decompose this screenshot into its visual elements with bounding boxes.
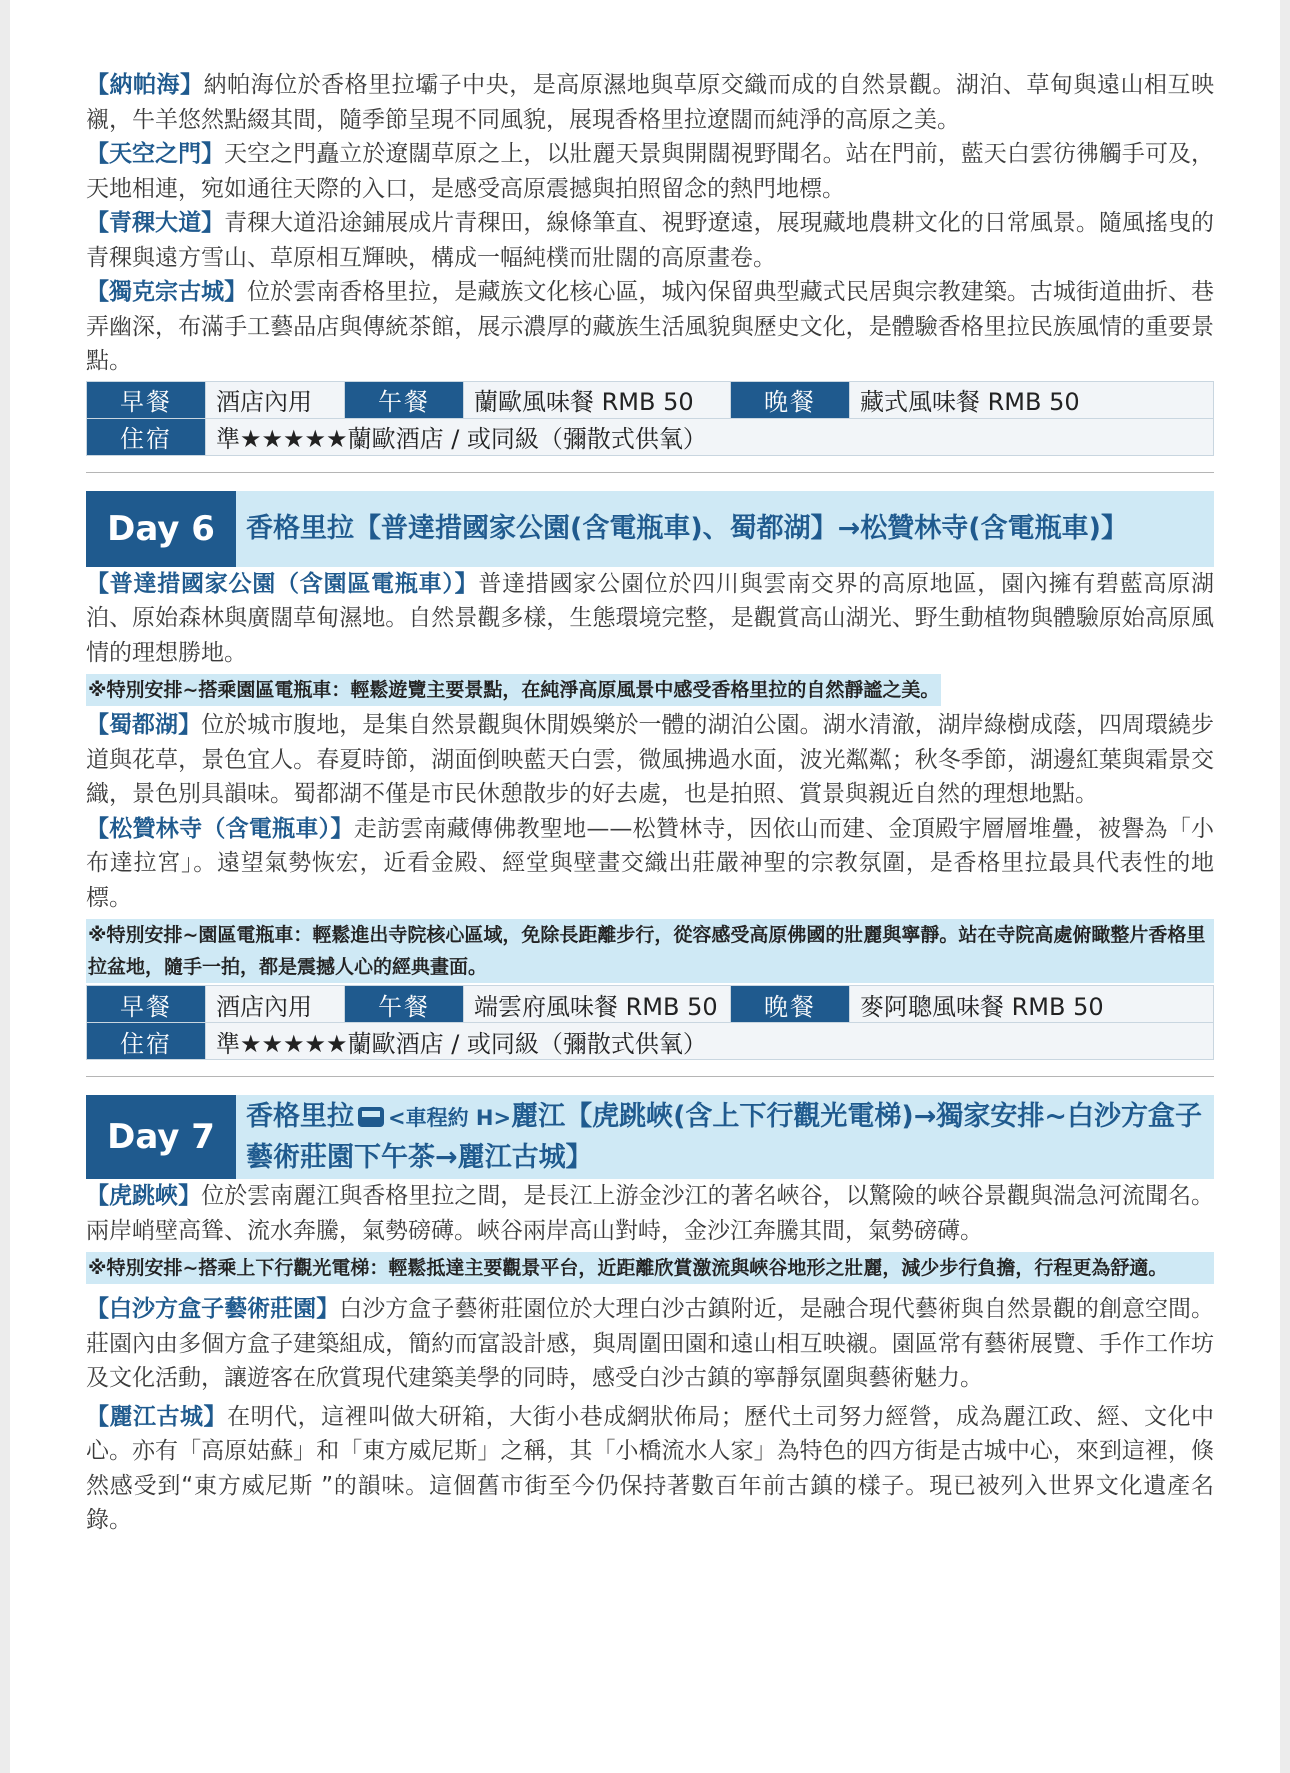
special-note: ※特別安排~搭乘園區電瓶車：輕鬆遊覽主要景點，在純淨高原風景中感受香格里拉的自然靜謐之美。 xyxy=(86,674,941,706)
day6-title: 香格里拉【普達措國家公園(含電瓶車)、蜀都湖】→松贊林寺(含電瓶車)】 xyxy=(236,491,1214,567)
attraction-shudu-lake xyxy=(86,708,1214,812)
stay-value: 準★★★★★蘭歐酒店 / 或同級（彌散式供氧） xyxy=(206,1023,1214,1060)
attraction-sky-gate xyxy=(86,137,1214,206)
meal-table-day6 xyxy=(86,985,1214,1060)
breakfast-value: 酒店內用 xyxy=(206,381,345,418)
attraction-title: 【普達措國家公園（含園區電瓶車）】 xyxy=(86,570,479,597)
attraction-title: 【獨克宗古城】 xyxy=(86,279,248,305)
attraction-desc: 納帕海位於香格里拉壩子中央，是高原濕地與草原交織而成的自然景觀。湖泊、草甸與遠山相互映襯，牛羊悠然點綴其間，隨季節呈現不同風貌，展現香格里拉遼闊而純淨的高原之美。 xyxy=(86,72,1215,133)
attraction-desc: 青稞大道沿途鋪展成片青稞田，線條筆直、視野遼遠，展現藏地農耕文化的日常風景。隨風搖曳的青稞與遠方雪山、草原相互輝映，構成一幅純樸而壯闊的高原畫卷。 xyxy=(86,210,1214,271)
attraction-title: 【白沙方盒子藝術莊園】 xyxy=(86,1296,340,1322)
meal-table-day5 xyxy=(86,381,1214,456)
stay-label: 住宿 xyxy=(87,418,206,455)
attraction-title: 【青稞大道】 xyxy=(86,210,225,236)
attraction-desc: 位於雲南香格里拉，是藏族文化核心區，城內保留典型藏式民居與宗教建築。古城街道曲折、巷弄幽深，布滿手工藝品店與傳統茶館，展示濃厚的藏族生活風貌與歷史文化，是體驗香格里拉民族風情的重要景點。 xyxy=(86,279,1215,374)
day7-origin: 香格里拉 xyxy=(246,1100,354,1132)
divider xyxy=(86,1076,1214,1077)
breakfast-value: 酒店內用 xyxy=(206,986,345,1023)
breakfast-label: 早餐 xyxy=(87,381,206,418)
attraction-desc: 普達措國家公園位於四川與雲南交界的高原地區，園內擁有碧藍高原湖泊、原始森林與廣闊草甸濕地。自然景觀多樣，生態環境完整，是觀賞高山湖光、野生動植物與體驗原始高原風情的理想勝地。 xyxy=(86,570,1215,666)
attraction-title: 【天空之門】 xyxy=(86,141,225,167)
divider xyxy=(86,472,1214,473)
attraction-tiger-leaping xyxy=(86,1179,1214,1248)
attraction-title: 【麗江古城】 xyxy=(86,1403,228,1430)
drive-time: <車程約 H> xyxy=(388,1105,512,1130)
lunch-label: 午餐 xyxy=(345,986,464,1023)
attraction-napahai xyxy=(86,68,1214,137)
breakfast-label: 早餐 xyxy=(87,986,206,1023)
attraction-title: 【納帕海】 xyxy=(86,72,204,98)
attraction-desc: 位於雲南麗江與香格里拉之間，是長江上游金沙江的著名峽谷，以驚險的峽谷景觀與湍急河流聞名。兩岸峭壁高聳、流水奔騰，氣勢磅礡。峽谷兩岸高山對峙，金沙江奔騰其間，氣勢磅礡。 xyxy=(86,1183,1215,1244)
attraction-title: 【虎跳峽】 xyxy=(86,1183,202,1209)
dinner-value: 麥阿聰風味餐 RMB 50 xyxy=(850,986,1214,1023)
attraction-pudacuo xyxy=(86,567,1214,671)
lunch-value: 端雲府風味餐 RMB 50 xyxy=(464,986,731,1023)
special-note: ※特別安排~園區電瓶車：輕鬆進出寺院核心區域，免除長距離步行，從容感受高原佛國的壯麗與寧靜。站在寺院高處俯瞰整片香格里拉盆地，隨手一拍，都是震撼人心的經典畫面。 xyxy=(86,919,1214,983)
attraction-desc: 在明代，這裡叫做大研箱，大街小巷成網狀佈局；歷代土司努力經營，成為麗江政、經、文化中心。亦有「高原姑蘇」和「東方威尼斯」之稱，其「小橋流水人家」為特色的四方街是古城中心，來到這裡，倏然感受到“東方威尼斯 ”的韻味。這個舊市街至今仍保持著數百年前古鎮的樣子。現已被列入世界文化遺產名錄。 xyxy=(86,1403,1215,1533)
attraction-desc: 白沙方盒子藝術莊園位於大理白沙古鎮附近，是融合現代藝術與自然景觀的創意空間。莊園內由多個方盒子建築組成，簡約而富設計感，與周圍田園和遠山相互映襯。園區常有藝術展覽、手作工作坊及文化活動，讓遊客在欣賞現代建築美學的同時，感受白沙古鎮的寧靜氛圍與藝術魅力。 xyxy=(86,1296,1215,1391)
dinner-value: 藏式風味餐 RMB 50 xyxy=(850,381,1214,418)
attraction-baisha-art-estate xyxy=(86,1292,1214,1396)
dinner-label: 晚餐 xyxy=(731,381,850,418)
attraction-title: 【松贊林寺（含電瓶車）】 xyxy=(86,815,354,842)
itinerary-page xyxy=(10,0,1280,1773)
stay-value: 準★★★★★蘭歐酒店 / 或同級（彌散式供氧） xyxy=(206,418,1214,455)
lunch-label: 午餐 xyxy=(345,381,464,418)
attraction-desc: 走訪雲南藏傳佛教聖地——松贊林寺，因依山而建、金頂殿宇層層堆疊，被譽為「小布達拉宮」。遠望氣勢恢宏，近看金殿、經堂與壁畫交織出莊嚴神聖的宗教氛圍，是香格里拉最具代表性的地標。 xyxy=(86,815,1215,911)
day7-title xyxy=(236,1095,1214,1179)
attraction-desc: 天空之門矗立於遼闊草原之上，以壯麗天景與開闊視野聞名。站在門前，藍天白雲彷彿觸手可及，天地相連，宛如通往天際的入口，是感受高原震撼與拍照留念的熱門地標。 xyxy=(86,141,1214,202)
special-note: ※特別安排~搭乘上下行觀光電梯：輕鬆抵達主要觀景平台，近距離欣賞激流與峽谷地形之壯麗，減少步行負擔，行程更為舒適。 xyxy=(86,1252,1214,1284)
attraction-title: 【蜀都湖】 xyxy=(86,712,202,738)
lunch-value: 蘭歐風味餐 RMB 50 xyxy=(464,381,731,418)
day7-header xyxy=(86,1095,1214,1179)
attraction-lijiang-old-town xyxy=(86,1400,1214,1538)
dinner-label: 晚餐 xyxy=(731,986,850,1023)
day7-badge: Day 7 xyxy=(86,1095,236,1179)
attraction-barley-road xyxy=(86,206,1214,275)
day6-header xyxy=(86,491,1214,567)
itinerary-content xyxy=(86,68,1214,1538)
attraction-desc: 位於城市腹地，是集自然景觀與休閒娛樂於一體的湖泊公園。湖水清澈，湖岸綠樹成蔭，四周環繞步道與花草，景色宜人。春夏時節，湖面倒映藍天白雲，微風拂過水面，波光粼粼；秋冬季節，湖邊紅葉與霜景交織，景色別具韻味。蜀都湖不僅是市民休憩散步的好去處，也是拍照、賞景與親近自然的理想地點。 xyxy=(86,712,1215,807)
attraction-dukezong xyxy=(86,275,1214,379)
day6-badge: Day 6 xyxy=(86,491,236,567)
bus-icon xyxy=(358,1107,384,1127)
attraction-songzanlin xyxy=(86,812,1214,916)
stay-label: 住宿 xyxy=(87,1023,206,1060)
day7-route: 麗江【虎跳峽(含上下行觀光電梯)→獨家安排~白沙方盒子藝術莊園下午茶→麗江古城】 xyxy=(246,1100,1203,1173)
